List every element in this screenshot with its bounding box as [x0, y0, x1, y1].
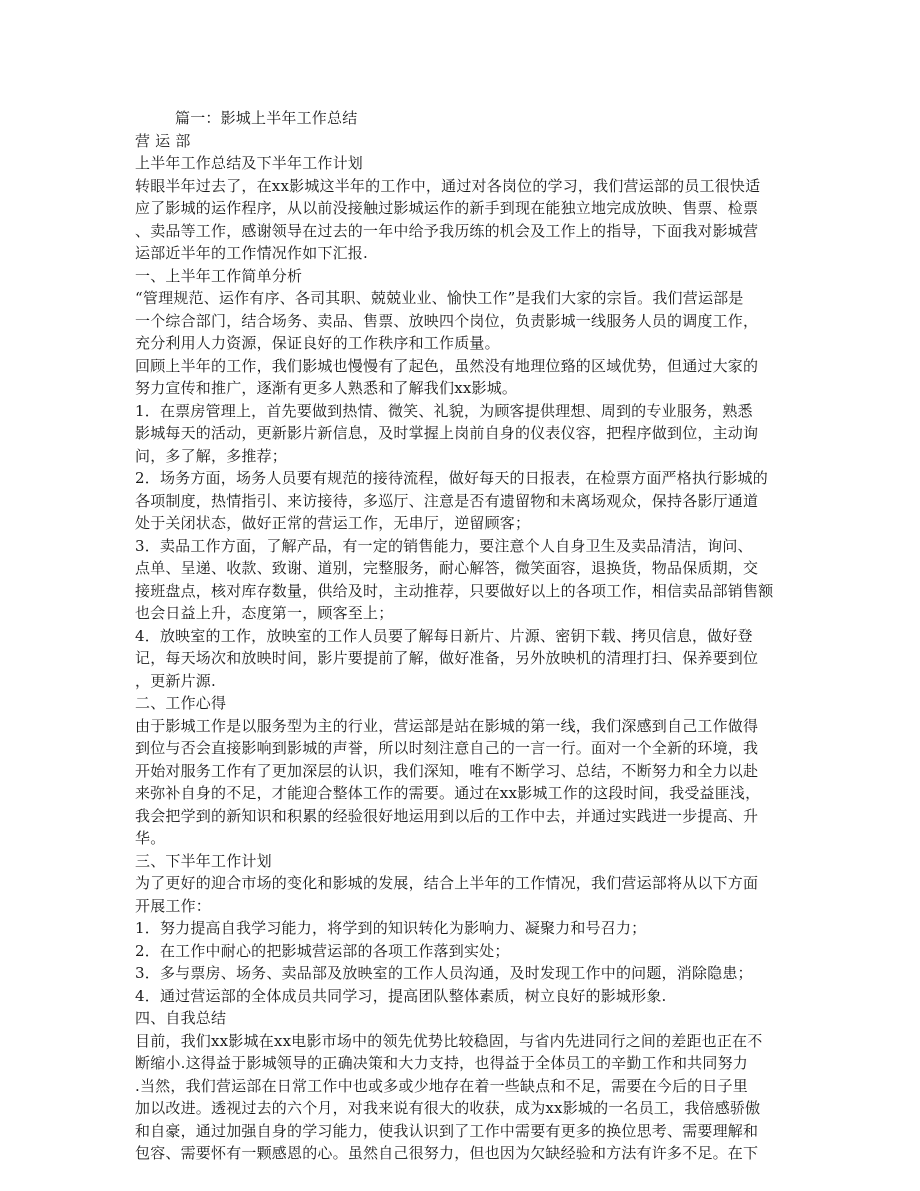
body-line: 断缩小.这得益于影城领导的正确决策和大力支持，也得益于全体员工的辛勤工作和共同努力: [135, 1054, 748, 1072]
body-line: 、卖品等工作，感谢领导在过去的一年中给予我历练的机会及工作上的指导，下面我对影城营: [135, 221, 759, 240]
list-item-line: 影城每天的活动，更新影片新信息，及时掌握上岗前自身的仪表仪容，把程序做到位，主动询: [135, 424, 759, 442]
body-line: 和自豪，通过加强自身的学习能力，使我认识到了工作中需要有更多的换位思考、需要理解和: [135, 1121, 759, 1140]
body-line: 为了更好的迎合市场的变化和影城的发展，结合上半年的工作情况，我们营运部将从以下方面: [135, 874, 759, 892]
list-item-line: 也会日益上升，态度第一，顾客至上；: [135, 604, 394, 622]
body-line: 一个综合部门，结合场务、卖品、售票、放映四个岗位，负责影城一线服务人员的调度工作，: [135, 311, 759, 330]
list-item-line: 4．通过营运部的全体成员共同学习，提高团队整体素质，树立良好的影城形象.: [135, 986, 667, 1005]
body-line: 我会把学到的新知识和积累的经验很好地运用到以后的工作中去，并通过实践进一步提高、升: [135, 806, 759, 825]
body-line: 华。: [135, 829, 166, 847]
body-line: 努力宣传和推广，逐渐有更多人熟悉和了解我们xx影城。: [135, 379, 518, 397]
list-item-line: 4．放映室的工作，放映室的工作人员要了解每日新片、片源、密钥下载、拷贝信息，做好登: [135, 626, 753, 645]
list-item-line: 接班盘点，核对库存数量，供给及时，主动推荐，只要做好以上的各项工作，相信卖品部销售额: [135, 581, 774, 600]
report-subtitle: 上半年工作总结及下半年工作计划: [135, 154, 364, 172]
body-line: 加以改进。透视过去的六个月，对我来说有很大的收获，成为xx影城的一名员工，我倍感骄傲: [135, 1099, 761, 1117]
list-item-line: 处于关闭状态，做好正常的营运工作，无串厅，逆留顾客；: [135, 514, 531, 532]
department-heading: 营 运 部: [135, 131, 191, 150]
body-line: 开展工作：: [135, 896, 212, 915]
body-line: 到位与否会直接影响到影城的声誉，所以时刻注意自己的一言一行。面对一个全新的环境，我: [135, 739, 759, 757]
list-item-line: 2．在工作中耐心的把影城营运部的各项工作落到实处；: [135, 941, 510, 960]
body-line: .当然，我们营运部在日常工作中也或多或少地存在着一些缺点和不足，需要在今后的日子里: [135, 1076, 748, 1095]
body-line: 回顾上半年的工作，我们影城也慢慢有了起色，虽然没有地理位臵的区域优势，但通过大家的: [135, 356, 759, 375]
body-line: 充分利用人力资源，保证良好的工作秩序和工作质量。: [135, 334, 500, 352]
list-item-line: 记，每天场次和放映时间，影片要提前了解，做好准备，另外放映机的清理打扫、保养要到位: [135, 649, 759, 667]
section-heading: 三、下半年工作计划: [135, 851, 272, 870]
list-item-line: 3．多与票房、场务、卖品部及放映室的工作人员沟通，及时发现工作中的问题，消除隐患；: [135, 964, 753, 982]
section-heading: 四、自我总结: [135, 1009, 227, 1027]
list-item-line: ，更新片源.: [135, 671, 216, 690]
body-line: 来弥补自身的不足，才能迎合整体工作的需要。通过在xx影城工作的这段时间，我受益匪浅，: [135, 784, 761, 802]
section-heading: 二、工作心得: [135, 694, 227, 712]
section-heading: 一、上半年工作简单分析: [135, 266, 303, 285]
body-line: 运部近半年的工作情况作如下汇报.: [135, 244, 368, 262]
list-item-line: 问，多了解，多推荐；: [135, 446, 288, 465]
list-item-line: 1．在票房管理上，首先要做到热情、微笑、礼貌，为顾客提供理想、周到的专业服务，熟悉: [135, 401, 753, 420]
document-page: [135, 107, 785, 1165]
body-line: 由于影城工作是以服务型为主的行业，营运部是站在影城的第一线，我们深感到自己工作做得: [135, 716, 759, 735]
document-title: 篇一：影城上半年工作总结: [175, 109, 358, 127]
list-item-line: 各项制度，热情指引、来访接待，多巡厅、注意是否有遗留物和未离场观众，保持各影厅通道: [135, 491, 759, 510]
body-line: 开始对服务工作有了更加深层的认识，我们深知，唯有不断学习、总结，不断努力和全力以赴: [135, 761, 759, 780]
body-line: “管理规范、运作有序、各司其职、兢兢业业、愉快工作”是我们大家的宗旨。我们营运部是: [135, 289, 744, 307]
list-item-line: 2．场务方面，场务人员要有规范的接待流程，做好每天的日报表，在检票方面严格执行影城的: [135, 469, 768, 487]
body-line: 目前，我们xx影城在xx电影市场中的领先优势比较稳固，与省内先进同行之间的差距也正在不: [135, 1031, 763, 1050]
list-item-line: 1．努力提高自我学习能力，将学到的知识转化为影响力、凝聚力和号召力；: [135, 919, 647, 937]
list-item-line: 点单、呈递、收款、致谢、道别，完整服务，耐心解答，微笑面容，退换货，物品保质期，交: [135, 559, 759, 577]
body-line: 包容、需要怀有一颗感恩的心。虽然自己很努力，但也因为欠缺经验和方法有许多不足。在下: [135, 1144, 759, 1162]
body-line: 转眼半年过去了，在xx影城这半年的工作中，通过对各岗位的学习，我们营运部的员工很快适: [135, 176, 761, 195]
list-item-line: 3．卖品工作方面，了解产品，有一定的销售能力，要注意个人自身卫生及卖品清洁，询问、: [135, 536, 753, 555]
body-line: 应了影城的运作程序，从以前没接触过影城运作的新手到现在能独立地完成放映、售票、检票: [135, 199, 759, 217]
